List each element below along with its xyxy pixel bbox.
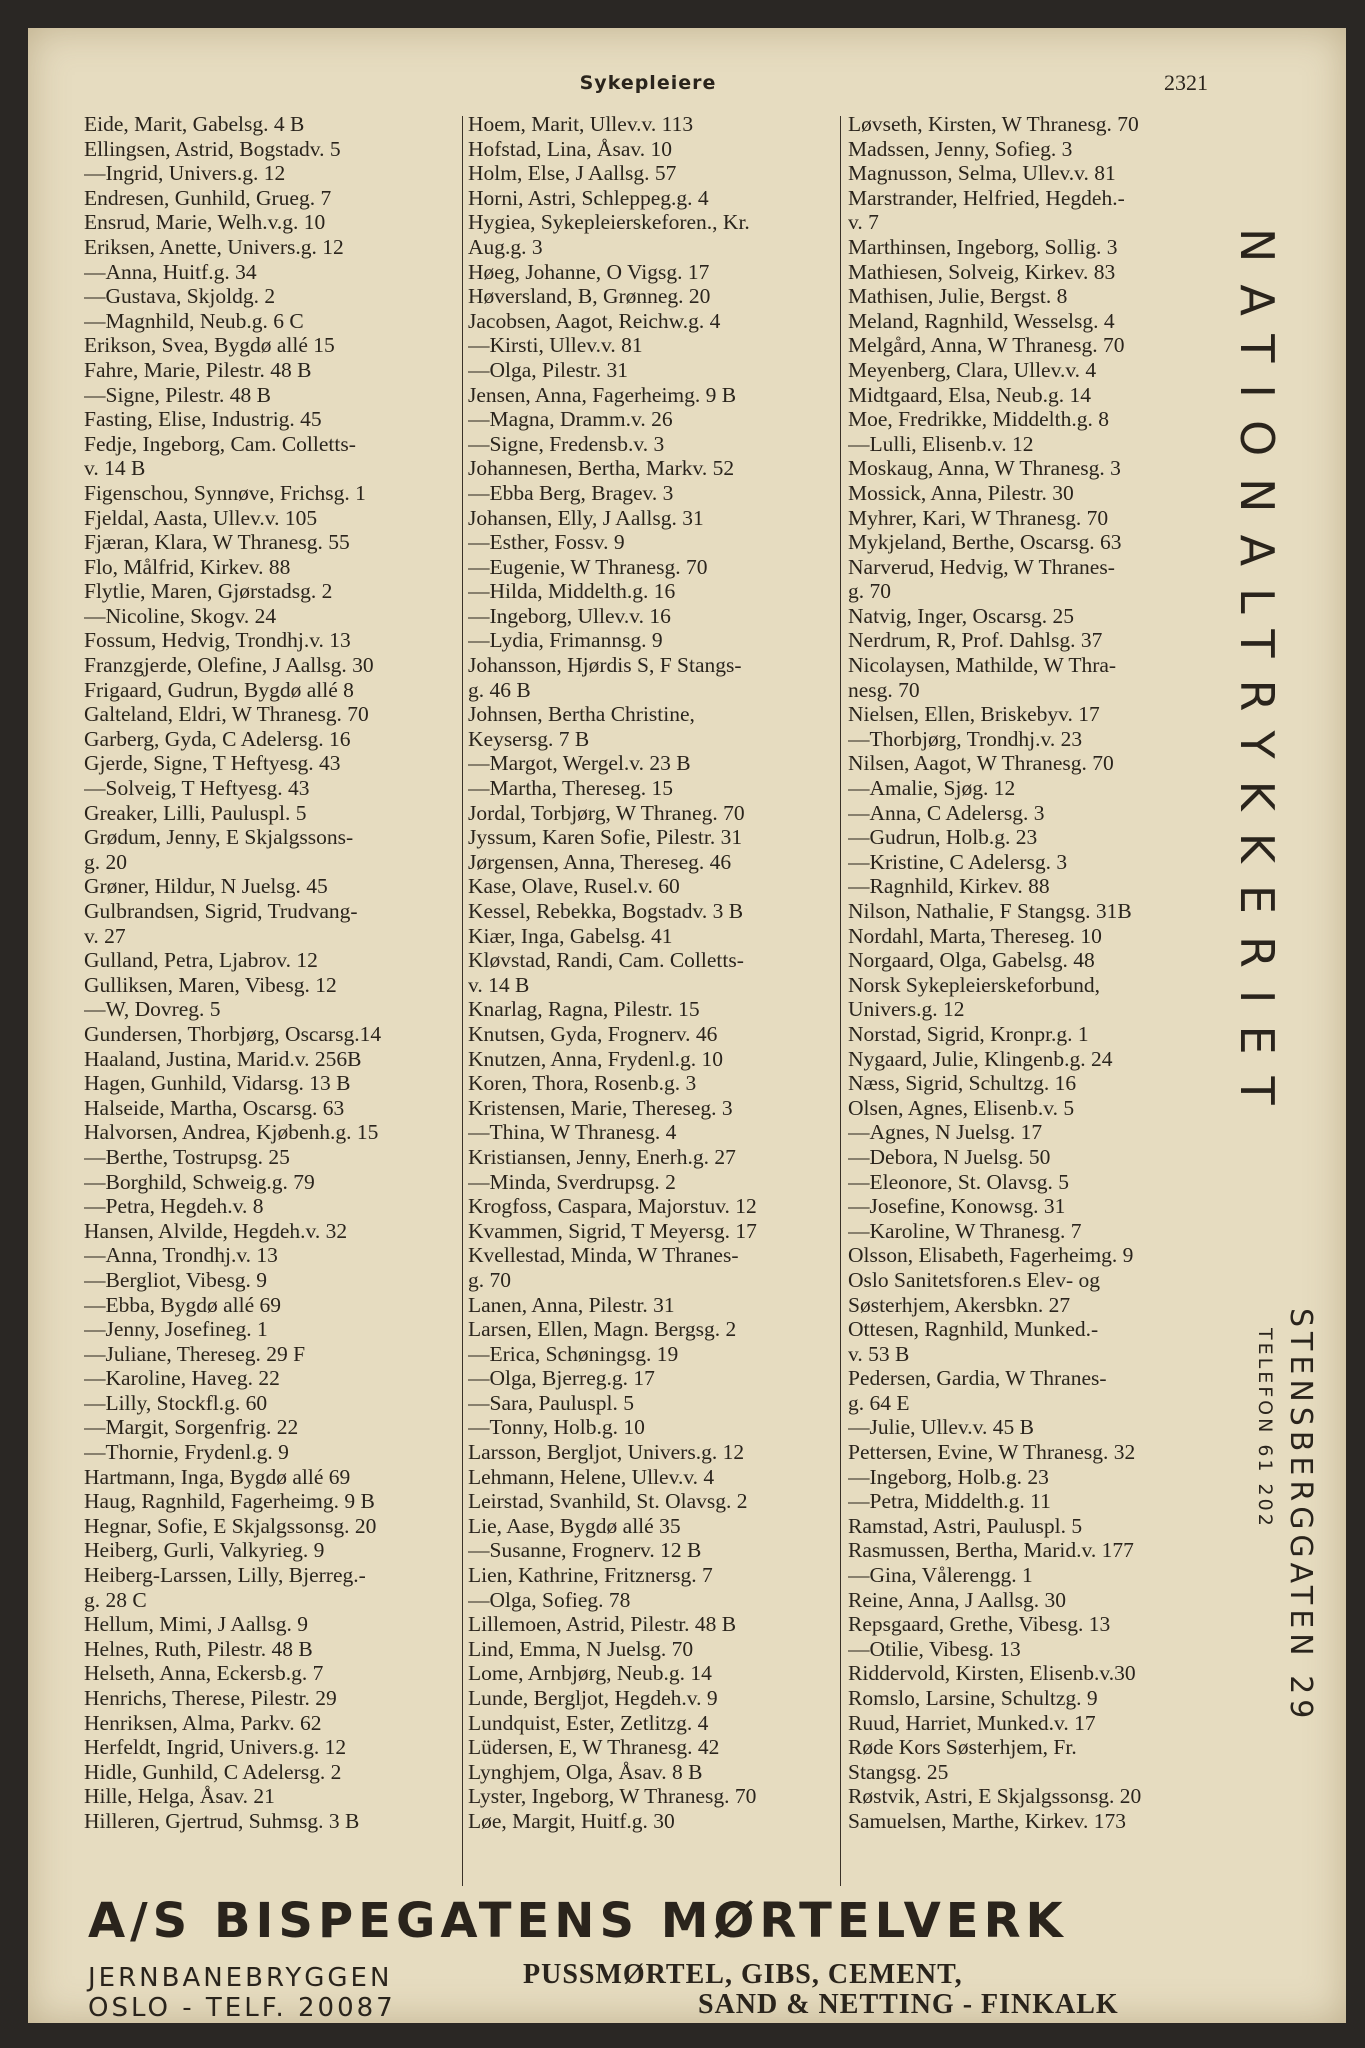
directory-entry: Moskaug, Anna, W Thranesg. 3 bbox=[848, 456, 1121, 481]
directory-entry: Helnes, Ruth, Pilestr. 48 B bbox=[84, 1636, 313, 1661]
directory-entry: Fjæran, Klara, W Thranesg. 55 bbox=[84, 530, 350, 555]
side-advertisement bbox=[1230, 228, 1318, 1928]
directory-entry: v. 7 bbox=[848, 210, 879, 235]
directory-entry: —Ebba Berg, Bragev. 3 bbox=[468, 480, 674, 505]
directory-entry: nesg. 70 bbox=[848, 677, 920, 702]
directory-entry: Heiberg, Gurli, Valkyrieg. 9 bbox=[84, 1538, 325, 1563]
directory-entry: Romslo, Larsine, Schultzg. 9 bbox=[848, 1686, 1098, 1710]
directory-entry: Knutzen, Anna, Frydenl.g. 10 bbox=[468, 1046, 723, 1071]
directory-entry: Reine, Anna, J Aallsg. 30 bbox=[848, 1587, 1066, 1612]
directory-entry: Hellum, Mimi, J Aallsg. 9 bbox=[84, 1612, 308, 1637]
directory-entry: —Thornie, Frydenl.g. 9 bbox=[84, 1440, 289, 1465]
directory-entry: Eriksen, Anette, Univers.g. 12 bbox=[84, 234, 344, 259]
directory-entry: Lundquist, Ester, Zetlitzg. 4 bbox=[468, 1710, 709, 1735]
directory-entry: Stangsg. 25 bbox=[848, 1759, 949, 1784]
directory-entry: Jacobsen, Aagot, Reichw.g. 4 bbox=[468, 308, 721, 333]
directory-entry: —Ebba, Bygdø allé 69 bbox=[84, 1292, 282, 1317]
directory-entry: Gulland, Petra, Ljabrov. 12 bbox=[84, 948, 318, 973]
directory-entry: —Anna, Trondhj.v. 13 bbox=[84, 1243, 278, 1268]
directory-entry: Lynghjem, Olga, Åsav. 8 B bbox=[468, 1759, 703, 1784]
directory-entry: Lillemoen, Astrid, Pilestr. 48 B bbox=[468, 1612, 737, 1637]
directory-entry: Nicolaysen, Mathilde, W Thra- bbox=[848, 653, 1117, 678]
directory-entry: —Hilda, Middelth.g. 16 bbox=[468, 579, 676, 604]
directory-entry: Fedje, Ingeborg, Cam. Colletts- bbox=[84, 431, 356, 456]
directory-entry: —Lilly, Stockfl.g. 60 bbox=[84, 1390, 268, 1415]
directory-entry: Repsgaard, Grethe, Vibesg. 13 bbox=[848, 1612, 1111, 1637]
directory-page bbox=[28, 28, 1346, 2023]
directory-entry: Løvseth, Kirsten, W Thranesg. 70 bbox=[848, 112, 1139, 136]
directory-entry: Røstvik, Astri, E Skjalgssonsg. 20 bbox=[848, 1784, 1142, 1809]
directory-entry: —Jenny, Josefineg. 1 bbox=[84, 1317, 268, 1342]
directory-entry: v. 53 B bbox=[848, 1341, 910, 1366]
directory-entry: Kvellestad, Minda, W Thranes- bbox=[468, 1243, 739, 1268]
directory-entry: —Minda, Sverdrupsg. 2 bbox=[468, 1169, 676, 1194]
directory-entry: Norstad, Sigrid, Kronpr.g. 1 bbox=[848, 1021, 1089, 1046]
directory-entry: Moe, Fredrikke, Middelth.g. 8 bbox=[848, 407, 1109, 432]
directory-entry: —Olga, Pilestr. 31 bbox=[468, 357, 629, 382]
directory-entry: Lanen, Anna, Pilestr. 31 bbox=[468, 1292, 675, 1317]
directory-entry: Olsen, Agnes, Elisenb.v. 5 bbox=[848, 1095, 1075, 1120]
directory-entry: Johansen, Elly, J Aallsg. 31 bbox=[468, 505, 704, 530]
directory-entry: Knarlag, Ragna, Pilestr. 15 bbox=[468, 997, 700, 1022]
directory-entry: Nilsen, Aagot, W Thranesg. 70 bbox=[848, 751, 1114, 776]
directory-entry: Fjeldal, Aasta, Ullev.v. 105 bbox=[84, 505, 318, 530]
column-divider bbox=[840, 116, 841, 1886]
directory-entry: v. 14 B bbox=[468, 972, 530, 997]
directory-entry: —Otilie, Vibesg. 13 bbox=[848, 1636, 1021, 1661]
directory-entry: Melgård, Anna, W Thranesg. 70 bbox=[848, 333, 1125, 358]
directory-entry: —Solveig, T Heftyesg. 43 bbox=[84, 776, 310, 801]
directory-entry: —Tonny, Holb.g. 10 bbox=[468, 1415, 645, 1440]
directory-entry: Hoem, Marit, Ullev.v. 113 bbox=[468, 112, 694, 136]
directory-column-3 bbox=[848, 112, 1248, 1834]
directory-entry: —Signe, Fredensb.v. 3 bbox=[468, 431, 665, 456]
running-title: Sykepleiere bbox=[579, 72, 717, 94]
directory-entry: Høversland, B, Grønneg. 20 bbox=[468, 284, 711, 309]
directory-entry: Haug, Ragnhild, Fagerheimg. 9 B bbox=[84, 1489, 375, 1514]
directory-entry: Hansen, Alvilde, Hegdeh.v. 32 bbox=[84, 1218, 348, 1243]
directory-entry: Univers.g. 12 bbox=[848, 997, 965, 1022]
directory-entry: —Agnes, N Juelsg. 17 bbox=[848, 1120, 1043, 1145]
directory-entry: Rasmussen, Bertha, Marid.v. 177 bbox=[848, 1538, 1134, 1563]
directory-entry: Halseide, Martha, Oscarsg. 63 bbox=[84, 1095, 345, 1120]
directory-entry: Natvig, Inger, Oscarsg. 25 bbox=[848, 603, 1075, 628]
directory-entry: Jensen, Anna, Fagerheimg. 9 B bbox=[468, 382, 737, 407]
directory-entry: Fossum, Hedvig, Trondhj.v. 13 bbox=[84, 628, 351, 653]
directory-entry: Hofstad, Lina, Åsav. 10 bbox=[468, 136, 673, 161]
directory-entry: —Anna, C Adelersg. 3 bbox=[848, 800, 1045, 825]
directory-entry: Oslo Sanitetsforen.s Elev- og bbox=[848, 1267, 1100, 1292]
directory-entry: —Lulli, Elisenb.v. 12 bbox=[848, 431, 1034, 456]
directory-entry: —Nicoline, Skogv. 24 bbox=[84, 603, 277, 628]
directory-entry: Gulliksen, Maren, Vibesg. 12 bbox=[84, 972, 337, 997]
printer-phone: TELEFON 61 202 bbox=[1254, 1328, 1276, 1529]
directory-entry: Nielsen, Ellen, Briskebyv. 17 bbox=[848, 702, 1100, 727]
directory-entry: g. 20 bbox=[84, 849, 127, 874]
directory-entry: —Ingrid, Univers.g. 12 bbox=[84, 161, 286, 186]
directory-entry: Jørgensen, Anna, Thereseg. 46 bbox=[468, 849, 732, 874]
directory-entry: —Gustava, Skjoldg. 2 bbox=[84, 284, 276, 309]
directory-entry: v. 14 B bbox=[84, 456, 146, 481]
directory-entry: Fasting, Elise, Industrig. 45 bbox=[84, 407, 322, 432]
directory-entry: Fahre, Marie, Pilestr. 48 B bbox=[84, 357, 312, 382]
directory-entry: Garberg, Gyda, C Adelersg. 16 bbox=[84, 726, 351, 751]
directory-entry: Pedersen, Gardia, W Thranes- bbox=[848, 1366, 1107, 1391]
bottom-advertisement bbox=[28, 1893, 1268, 2023]
directory-entry: Haaland, Justina, Marid.v. 256B bbox=[84, 1046, 362, 1071]
directory-entry: Erikson, Svea, Bygdø allé 15 bbox=[84, 333, 335, 358]
directory-entry: Ramstad, Astri, Pauluspl. 5 bbox=[848, 1513, 1083, 1538]
directory-entry: Heiberg-Larssen, Lilly, Bjerreg.- bbox=[84, 1563, 366, 1588]
directory-entry: Olsson, Elisabeth, Fagerheimg. 9 bbox=[848, 1243, 1134, 1268]
directory-entry: Nilson, Nathalie, F Stangsg. 31B bbox=[848, 899, 1132, 923]
directory-entry: Søsterhjem, Akersbkn. 27 bbox=[848, 1292, 1071, 1317]
directory-entry: Marstrander, Helfried, Hegdeh.- bbox=[848, 185, 1125, 210]
directory-entry: Johnsen, Bertha Christine, bbox=[468, 702, 695, 727]
directory-entry: g. 70 bbox=[848, 579, 891, 604]
directory-entry: Johansson, Hjørdis S, F Stangs- bbox=[468, 653, 742, 678]
directory-column-2 bbox=[468, 112, 848, 1834]
directory-entry: Franzgjerde, Olefine, J Aallsg. 30 bbox=[84, 653, 374, 678]
directory-entry: g. 64 E bbox=[848, 1390, 910, 1415]
directory-entry: Frigaard, Gudrun, Bygdø allé 8 bbox=[84, 677, 354, 702]
directory-entry: Røde Kors Søsterhjem, Fr. bbox=[848, 1735, 1077, 1760]
directory-entry: Mathisen, Julie, Bergst. 8 bbox=[848, 284, 1068, 309]
directory-entry: —Eugenie, W Thranesg. 70 bbox=[468, 554, 708, 579]
advertiser-name: A/S BISPEGATENS MØRTELVERK bbox=[88, 1893, 1068, 1949]
directory-entry: Løe, Margit, Huitf.g. 30 bbox=[468, 1808, 675, 1833]
directory-entry: —Juliane, Thereseg. 29 F bbox=[84, 1341, 306, 1366]
directory-entry: —Amalie, Sjøg. 12 bbox=[848, 776, 1016, 801]
directory-entry: Kristensen, Marie, Thereseg. 3 bbox=[468, 1095, 733, 1120]
directory-entry: v. 27 bbox=[84, 923, 126, 948]
directory-entry: Norsk Sykepleierskeforbund, bbox=[848, 972, 1100, 997]
directory-entry: Grødum, Jenny, E Skjalgssons- bbox=[84, 825, 354, 850]
directory-entry: Kase, Olave, Rusel.v. 60 bbox=[468, 874, 680, 899]
directory-entry: Kessel, Rebekka, Bogstadv. 3 B bbox=[468, 899, 744, 923]
directory-entry: Gundersen, Thorbjørg, Oscarsg.14 bbox=[84, 1021, 382, 1046]
directory-entry: Galteland, Eldri, W Thranesg. 70 bbox=[84, 702, 369, 727]
directory-entry: —Eleonore, St. Olavsg. 5 bbox=[848, 1169, 1069, 1194]
directory-entry: —Thorbjørg, Trondhj.v. 23 bbox=[848, 726, 1083, 751]
directory-entry: Nygaard, Julie, Klingenb.g. 24 bbox=[848, 1046, 1113, 1071]
directory-entry: Madssen, Jenny, Sofieg. 3 bbox=[848, 136, 1073, 161]
directory-entry: —Susanne, Frognerv. 12 B bbox=[468, 1538, 702, 1563]
directory-entry: Ensrud, Marie, Welh.v.g. 10 bbox=[84, 210, 326, 235]
directory-entry: —Thina, W Thranesg. 4 bbox=[468, 1120, 677, 1145]
directory-entry: —Ingeborg, Ullev.v. 16 bbox=[468, 603, 671, 628]
advertiser-products-2: SAND & NETTING - FINKALK bbox=[698, 1989, 1119, 2020]
directory-entry: —Gina, Vålerengg. 1 bbox=[848, 1563, 1033, 1588]
directory-entry: Nerdrum, R, Prof. Dahlsg. 37 bbox=[848, 628, 1103, 653]
directory-entry: Narverud, Hedvig, W Thranes- bbox=[848, 554, 1115, 579]
directory-entry: Larsson, Bergljot, Univers.g. 12 bbox=[468, 1440, 745, 1465]
directory-entry: Greaker, Lilli, Pauluspl. 5 bbox=[84, 800, 307, 825]
directory-entry: Horni, Astri, Schleppeg.g. 4 bbox=[468, 185, 709, 210]
directory-entry: Hygiea, Sykepleierskeforen., Kr. bbox=[468, 210, 750, 235]
advertiser-city-phone: OSLO - TELF. 20087 bbox=[88, 1993, 396, 2023]
directory-entry: —Erica, Schøningsg. 19 bbox=[468, 1341, 679, 1366]
directory-entry: Mykjeland, Berthe, Oscarsg. 63 bbox=[848, 530, 1122, 555]
advertiser-products-1: PUSSMØRTEL, GIBS, CEMENT, bbox=[523, 1959, 963, 1990]
directory-entry: Grøner, Hildur, N Juelsg. 45 bbox=[84, 874, 328, 899]
directory-entry: Ellingsen, Astrid, Bogstadv. 5 bbox=[84, 136, 341, 161]
directory-entry: Myhrer, Kari, W Thranesg. 70 bbox=[848, 505, 1109, 530]
column-divider bbox=[462, 116, 463, 1886]
directory-entry: Henriksen, Alma, Parkv. 62 bbox=[84, 1710, 322, 1735]
directory-entry: Lien, Kathrine, Fritznersg. 7 bbox=[468, 1563, 713, 1588]
directory-entry: Flo, Målfrid, Kirkev. 88 bbox=[84, 554, 291, 579]
directory-entry: Larsen, Ellen, Magn. Bergsg. 2 bbox=[468, 1317, 737, 1342]
directory-entry: Endresen, Gunhild, Grueg. 7 bbox=[84, 185, 332, 210]
directory-entry: g. 46 B bbox=[468, 677, 531, 702]
directory-entry: Jordal, Torbjørg, W Thraneg. 70 bbox=[468, 800, 745, 825]
directory-entry: g. 70 bbox=[468, 1267, 511, 1292]
directory-entry: Kvammen, Sigrid, T Meyersg. 17 bbox=[468, 1218, 757, 1243]
directory-entry: Magnusson, Selma, Ullev.v. 81 bbox=[848, 161, 1116, 186]
directory-entry: Midtgaard, Elsa, Neub.g. 14 bbox=[848, 382, 1092, 407]
directory-entry: —Petra, Middelth.g. 11 bbox=[848, 1489, 1051, 1514]
directory-entry: Halvorsen, Andrea, Kjøbenh.g. 15 bbox=[84, 1120, 379, 1145]
directory-entry: Mossick, Anna, Pilestr. 30 bbox=[848, 480, 1074, 505]
directory-entry: —Kirsti, Ullev.v. 81 bbox=[468, 333, 643, 358]
directory-entry: Høeg, Johanne, O Vigsg. 17 bbox=[468, 259, 710, 284]
directory-entry: —Anna, Huitf.g. 34 bbox=[84, 259, 257, 284]
directory-entry: Hegnar, Sofie, E Skjalgssonsg. 20 bbox=[84, 1513, 377, 1538]
directory-entry: —Kristine, C Adelersg. 3 bbox=[848, 849, 1068, 874]
directory-entry: —Ragnhild, Kirkev. 88 bbox=[848, 874, 1050, 899]
directory-entry: Kiær, Inga, Gabelsg. 41 bbox=[468, 923, 673, 948]
directory-entry: —Magnhild, Neub.g. 6 C bbox=[84, 308, 304, 333]
directory-entry: —Sara, Pauluspl. 5 bbox=[468, 1390, 635, 1415]
directory-entry: —Olga, Bjerreg.g. 17 bbox=[468, 1366, 655, 1391]
directory-entry: Holm, Else, J Aallsg. 57 bbox=[468, 161, 677, 186]
directory-entry: Jyssum, Karen Sofie, Pilestr. 31 bbox=[468, 825, 743, 850]
directory-entry: Lunde, Bergljot, Hegdeh.v. 9 bbox=[468, 1686, 718, 1710]
directory-column-1 bbox=[84, 112, 494, 1834]
directory-entry: Meland, Ragnhild, Wesselsg. 4 bbox=[848, 308, 1115, 333]
directory-entry: Lehmann, Helene, Ullev.v. 4 bbox=[468, 1464, 715, 1489]
directory-entry: —Karoline, W Thranesg. 7 bbox=[848, 1218, 1082, 1243]
directory-entry: Krogfoss, Caspara, Majorstuv. 12 bbox=[468, 1194, 757, 1219]
directory-entry: Knutsen, Gyda, Frognerv. 46 bbox=[468, 1021, 718, 1046]
directory-entry: g. 28 C bbox=[84, 1587, 147, 1612]
directory-entry: Johannesen, Bertha, Markv. 52 bbox=[468, 456, 735, 481]
directory-entry: Leirstad, Svanhild, St. Olavsg. 2 bbox=[468, 1489, 748, 1514]
directory-entry: Meyenberg, Clara, Ullev.v. 4 bbox=[848, 357, 1097, 382]
directory-entry: Hilleren, Gjertrud, Suhmsg. 3 B bbox=[84, 1808, 360, 1833]
directory-entry: Flytlie, Maren, Gjørstadsg. 2 bbox=[84, 579, 333, 604]
directory-entry: —Olga, Sofieg. 78 bbox=[468, 1587, 631, 1612]
directory-entry: Samuelsen, Marthe, Kirkev. 173 bbox=[848, 1808, 1127, 1833]
directory-entry: Lüdersen, E, W Thranesg. 42 bbox=[468, 1735, 720, 1760]
directory-entry: Kløvstad, Randi, Cam. Colletts- bbox=[468, 948, 744, 973]
directory-entry: —Margit, Sorgenfrig. 22 bbox=[84, 1415, 299, 1440]
directory-entry: —Josefine, Konowsg. 31 bbox=[848, 1194, 1066, 1219]
directory-entry: Hagen, Gunhild, Vidarsg. 13 B bbox=[84, 1071, 351, 1096]
directory-entry: —Esther, Fossv. 9 bbox=[468, 530, 625, 555]
directory-entry: Ruud, Harriet, Munked.v. 17 bbox=[848, 1710, 1096, 1735]
directory-entry: Pettersen, Evine, W Thranesg. 32 bbox=[848, 1440, 1136, 1465]
directory-entry: Aug.g. 3 bbox=[468, 234, 543, 259]
directory-entry: Nordahl, Marta, Thereseg. 10 bbox=[848, 923, 1102, 948]
directory-entry: Marthinsen, Ingeborg, Sollig. 3 bbox=[848, 234, 1118, 259]
directory-entry: Keysersg. 7 B bbox=[468, 726, 590, 751]
directory-entry: Lind, Emma, N Juelsg. 70 bbox=[468, 1636, 694, 1661]
directory-entry: Herfeldt, Ingrid, Univers.g. 12 bbox=[84, 1735, 347, 1760]
directory-entry: Lie, Aase, Bygdø allé 35 bbox=[468, 1513, 681, 1538]
directory-entry: —Martha, Thereseg. 15 bbox=[468, 776, 673, 801]
directory-entry: Koren, Thora, Rosenb.g. 3 bbox=[468, 1071, 697, 1096]
directory-entry: —Julie, Ullev.v. 45 B bbox=[848, 1415, 1034, 1440]
directory-entry: —Lydia, Frimannsg. 9 bbox=[468, 628, 663, 653]
directory-entry: Hartmann, Inga, Bygdø allé 69 bbox=[84, 1464, 351, 1489]
directory-entry: —Berthe, Tostrupsg. 25 bbox=[84, 1144, 290, 1169]
directory-entry: Gulbrandsen, Sigrid, Trudvang- bbox=[84, 899, 358, 923]
directory-entry: —Petra, Hegdeh.v. 8 bbox=[84, 1194, 264, 1219]
directory-entry: Figenschou, Synnøve, Frichsg. 1 bbox=[84, 480, 366, 505]
directory-entry: —Magna, Dramm.v. 26 bbox=[468, 407, 673, 432]
advertiser-address: JERNBANEBRYGGEN bbox=[88, 1963, 393, 1993]
directory-entry: Hille, Helga, Åsav. 21 bbox=[84, 1784, 275, 1809]
printer-name: NATIONALTRYKKERIET bbox=[1230, 228, 1284, 1127]
directory-entry: Riddervold, Kirsten, Elisenb.v.30 bbox=[848, 1661, 1136, 1686]
directory-entry: Henrichs, Therese, Pilestr. 29 bbox=[84, 1686, 337, 1710]
directory-entry: —Karoline, Haveg. 22 bbox=[84, 1366, 280, 1391]
directory-entry: —Borghild, Schweig.g. 79 bbox=[84, 1169, 315, 1194]
directory-entry: Gjerde, Signe, T Heftyesg. 43 bbox=[84, 751, 341, 776]
printer-address: STENSBERGGATEN 29 bbox=[1283, 1308, 1318, 1724]
directory-entry: Helseth, Anna, Eckersb.g. 7 bbox=[84, 1661, 324, 1686]
directory-entry: —Bergliot, Vibesg. 9 bbox=[84, 1267, 268, 1292]
directory-entry: Lyster, Ingeborg, W Thranesg. 70 bbox=[468, 1784, 757, 1809]
directory-entry: Norgaard, Olga, Gabelsg. 48 bbox=[848, 948, 1095, 973]
directory-entry: Eide, Marit, Gabelsg. 4 B bbox=[84, 112, 305, 136]
directory-entry: Ottesen, Ragnhild, Munked.- bbox=[848, 1317, 1099, 1342]
directory-entry: Kristiansen, Jenny, Enerh.g. 27 bbox=[468, 1144, 736, 1169]
directory-entry: —Debora, N Juelsg. 50 bbox=[848, 1144, 1051, 1169]
page-number: 2321 bbox=[1164, 70, 1208, 95]
directory-entry: Hidle, Gunhild, C Adelersg. 2 bbox=[84, 1759, 342, 1784]
directory-entry: —W, Dovreg. 5 bbox=[84, 997, 221, 1022]
directory-entry: —Signe, Pilestr. 48 B bbox=[84, 382, 271, 407]
directory-entry: —Margot, Wergel.v. 23 B bbox=[468, 751, 691, 776]
directory-entry: —Ingeborg, Holb.g. 23 bbox=[848, 1464, 1049, 1489]
directory-entry: —Gudrun, Holb.g. 23 bbox=[848, 825, 1038, 850]
directory-entry: Lome, Arnbjørg, Neub.g. 14 bbox=[468, 1661, 712, 1686]
directory-entry: Mathiesen, Solveig, Kirkev. 83 bbox=[848, 259, 1116, 284]
directory-entry: Næss, Sigrid, Schultzg. 16 bbox=[848, 1071, 1077, 1096]
